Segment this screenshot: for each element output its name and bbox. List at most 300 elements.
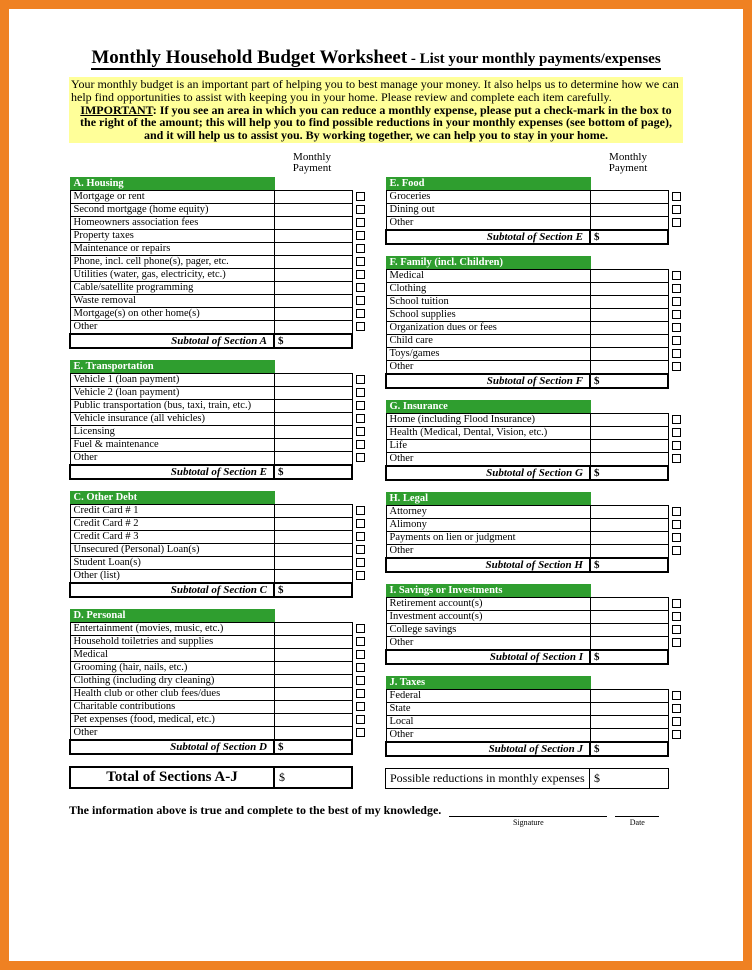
page-header: [69, 47, 683, 69]
reduction-checkbox[interactable]: [672, 271, 681, 280]
reduction-checkbox[interactable]: [672, 205, 681, 214]
subtotal-amount-cell[interactable]: $: [590, 466, 668, 480]
checkbox-cell: [352, 307, 368, 320]
expense-label: Pet expenses (food, medical, etc.): [70, 713, 274, 726]
subtotal-amount-cell[interactable]: $: [274, 583, 352, 597]
expense-row: [386, 269, 684, 282]
reduction-checkbox[interactable]: [356, 414, 365, 423]
payment-amount-cell[interactable]: [590, 505, 668, 518]
reduction-checkbox[interactable]: [356, 545, 365, 554]
possible-reductions-amount-cell[interactable]: $: [594, 770, 600, 785]
expense-label: Grooming (hair, nails, etc.): [70, 661, 274, 674]
reduction-checkbox[interactable]: [672, 284, 681, 293]
expense-row: [386, 426, 684, 439]
expense-row: [70, 255, 368, 268]
payment-amount-cell[interactable]: [274, 713, 352, 726]
checkbox-cell: [352, 373, 368, 386]
reduction-checkbox[interactable]: [356, 440, 365, 449]
expense-row: [386, 728, 684, 742]
checkbox-cell: [668, 413, 684, 426]
payment-amount-cell[interactable]: [590, 347, 668, 360]
checkbox-cell: [352, 648, 368, 661]
expense-label: Other: [70, 451, 274, 465]
section-g-insurance: [385, 400, 685, 481]
reduction-checkbox[interactable]: [672, 441, 681, 450]
expense-label: Cable/satellite programming: [70, 281, 274, 294]
total-amount-cell[interactable]: $: [279, 769, 285, 784]
reduction-checkbox[interactable]: [356, 506, 365, 515]
payment-amount-cell[interactable]: [590, 610, 668, 623]
expense-row: [70, 530, 368, 543]
payment-amount-cell[interactable]: [590, 689, 668, 702]
payment-amount-cell[interactable]: [590, 360, 668, 374]
checkbox-cell: [668, 728, 684, 742]
reduction-checkbox[interactable]: [672, 625, 681, 634]
payment-amount-cell[interactable]: [590, 544, 668, 558]
reduction-checkbox[interactable]: [356, 322, 365, 331]
checkbox-cell: [352, 386, 368, 399]
checkbox-cell: [668, 505, 684, 518]
reduction-checkbox[interactable]: [356, 401, 365, 410]
expense-label: Life: [386, 439, 590, 452]
section-h-legal: [385, 492, 685, 573]
subtotal-row: [386, 558, 684, 572]
subtotal-amount-cell[interactable]: $: [590, 742, 668, 756]
subtotal-spacer: [668, 650, 684, 664]
expense-label: Mortgage or rent: [70, 190, 274, 203]
section-header-spacer: [668, 400, 684, 413]
expense-label: Vehicle insurance (all vehicles): [70, 412, 274, 425]
subtotal-spacer: [668, 742, 684, 756]
expense-row: [386, 715, 684, 728]
checkbox-cell: [352, 543, 368, 556]
payment-amount-cell[interactable]: [274, 386, 352, 399]
checkbox-cell: [352, 190, 368, 203]
expense-row: [386, 282, 684, 295]
monthly-payment-header-right: Monthly Payment: [608, 150, 648, 175]
subtotal-spacer: [668, 230, 684, 244]
payment-amount-cell[interactable]: [590, 531, 668, 544]
payment-amount-cell[interactable]: [590, 203, 668, 216]
section-header-row: [70, 609, 368, 622]
reduction-checkbox[interactable]: [672, 428, 681, 437]
payment-amount-cell[interactable]: [274, 412, 352, 425]
payment-amount-cell[interactable]: [274, 569, 352, 583]
reduction-checkbox[interactable]: [356, 519, 365, 528]
checkbox-cell: [352, 635, 368, 648]
payment-amount-cell[interactable]: [274, 726, 352, 740]
reduction-checkbox[interactable]: [356, 663, 365, 672]
expense-row: [386, 203, 684, 216]
payment-amount-cell[interactable]: [274, 242, 352, 255]
expense-row: [70, 307, 368, 320]
subtotal-label: Subtotal of Section I: [386, 650, 590, 664]
subtotal-amount-cell[interactable]: $: [590, 374, 668, 388]
reduction-checkbox[interactable]: [356, 453, 365, 462]
expense-label: Investment account(s): [386, 610, 590, 623]
section-title: H. Legal: [386, 492, 590, 505]
expense-label: Other: [386, 636, 590, 650]
expense-label: Health club or other club fees/dues: [70, 687, 274, 700]
payment-amount-cell[interactable]: [274, 203, 352, 216]
expense-label: School tuition: [386, 295, 590, 308]
expense-label: Property taxes: [70, 229, 274, 242]
payment-amount-cell[interactable]: [274, 504, 352, 517]
expense-row: [70, 373, 368, 386]
subtotal-label: Subtotal of Section J: [386, 742, 590, 756]
expense-label: Maintenance or repairs: [70, 242, 274, 255]
expense-label: Medical: [386, 269, 590, 282]
payment-amount-cell[interactable]: [274, 399, 352, 412]
checkbox-cell: [352, 504, 368, 517]
subtotal-spacer: [352, 740, 368, 754]
payment-amount-cell[interactable]: [274, 700, 352, 713]
subtotal-label: Subtotal of Section E: [70, 465, 274, 479]
payment-amount-cell[interactable]: [590, 636, 668, 650]
expense-row: [386, 413, 684, 426]
subtotal-amount-cell[interactable]: $: [590, 558, 668, 572]
checkbox-cell: [668, 452, 684, 466]
expense-row: [70, 425, 368, 438]
reduction-checkbox[interactable]: [356, 231, 365, 240]
checkbox-cell: [352, 622, 368, 635]
expense-label: Licensing: [70, 425, 274, 438]
reduction-checkbox[interactable]: [672, 218, 681, 227]
payment-amount-cell[interactable]: [274, 320, 352, 334]
checkbox-cell: [352, 268, 368, 281]
expense-label: Second mortgage (home equity): [70, 203, 274, 216]
expense-label: Utilities (water, gas, electricity, etc.): [70, 268, 274, 281]
expense-row: [386, 308, 684, 321]
section-header-spacer: [590, 400, 668, 413]
checkbox-cell: [668, 347, 684, 360]
expense-label: Waste removal: [70, 294, 274, 307]
signature-line[interactable]: [449, 816, 607, 817]
payment-amount-cell[interactable]: [274, 268, 352, 281]
expense-row: [70, 726, 368, 740]
reduction-checkbox[interactable]: [672, 507, 681, 516]
subtotal-label: Subtotal of Section G: [386, 466, 590, 480]
expense-label: Credit Card # 3: [70, 530, 274, 543]
section-title: J. Taxes: [386, 676, 590, 689]
expense-label: Other: [386, 452, 590, 466]
expense-row: [386, 439, 684, 452]
section-header-row: [70, 360, 368, 373]
right-sections: [385, 177, 683, 768]
reduction-checkbox[interactable]: [672, 415, 681, 424]
payment-amount-cell[interactable]: [590, 452, 668, 466]
expense-label: Other: [386, 544, 590, 558]
payment-amount-cell[interactable]: [274, 451, 352, 465]
reduction-checkbox[interactable]: [672, 638, 681, 647]
payment-amount-cell[interactable]: [590, 518, 668, 531]
checkbox-cell: [352, 255, 368, 268]
section-header-row: [70, 491, 368, 504]
expense-label: Other: [386, 216, 590, 230]
subtotal-amount-cell[interactable]: $: [274, 740, 352, 754]
important-label: IMPORTANT: [80, 102, 153, 117]
expense-row: [386, 360, 684, 374]
reduction-checkbox[interactable]: [356, 388, 365, 397]
checkbox-cell: [668, 531, 684, 544]
reduction-checkbox[interactable]: [356, 257, 365, 266]
payment-amount-cell[interactable]: [590, 413, 668, 426]
payment-amount-cell[interactable]: [274, 281, 352, 294]
payment-amount-cell[interactable]: [274, 307, 352, 320]
expense-label: Retirement account(s): [386, 597, 590, 610]
section-j-taxes: [385, 676, 685, 757]
payment-amount-cell[interactable]: [274, 294, 352, 307]
expense-row: [70, 229, 368, 242]
reduction-checkbox[interactable]: [672, 691, 681, 700]
reduction-checkbox[interactable]: [672, 454, 681, 463]
payment-amount-cell[interactable]: [590, 190, 668, 203]
checkbox-cell: [352, 229, 368, 242]
checkbox-cell: [352, 726, 368, 740]
reduction-checkbox[interactable]: [672, 612, 681, 621]
expense-label: Vehicle 1 (loan payment): [70, 373, 274, 386]
payment-amount-cell[interactable]: [274, 674, 352, 687]
subtotal-row: [386, 230, 684, 244]
checkbox-cell: [668, 636, 684, 650]
section-header-row: [386, 492, 684, 505]
expense-row: [70, 242, 368, 255]
payment-amount-cell[interactable]: [274, 556, 352, 569]
payment-amount-cell[interactable]: [274, 635, 352, 648]
possible-reductions-label: Possible reductions in monthly expenses: [386, 769, 590, 788]
payment-amount-cell[interactable]: [590, 623, 668, 636]
reduction-checkbox[interactable]: [672, 520, 681, 529]
payment-amount-cell[interactable]: [274, 661, 352, 674]
reduction-checkbox[interactable]: [356, 283, 365, 292]
subtotal-label: Subtotal of Section E: [386, 230, 590, 244]
expense-row: [70, 556, 368, 569]
payment-amount-cell[interactable]: [590, 282, 668, 295]
payment-amount-cell[interactable]: [590, 702, 668, 715]
expense-row: [70, 216, 368, 229]
expense-label: Vehicle 2 (loan payment): [70, 386, 274, 399]
payment-amount-cell[interactable]: [590, 334, 668, 347]
expense-label: Child care: [386, 334, 590, 347]
expense-row: [70, 713, 368, 726]
checkbox-cell: [668, 439, 684, 452]
date-line[interactable]: [615, 816, 659, 817]
subtotal-row: [386, 466, 684, 480]
payment-amount-cell[interactable]: [274, 530, 352, 543]
reduction-checkbox[interactable]: [356, 270, 365, 279]
payment-amount-cell[interactable]: [274, 216, 352, 229]
section-title: E. Food: [386, 177, 590, 190]
expense-label: Medical: [70, 648, 274, 661]
reduction-checkbox[interactable]: [672, 599, 681, 608]
reduction-checkbox[interactable]: [672, 310, 681, 319]
reduction-checkbox[interactable]: [356, 375, 365, 384]
subtotal-amount-cell[interactable]: $: [590, 650, 668, 664]
payment-amount-cell[interactable]: [590, 597, 668, 610]
payment-amount-cell[interactable]: [590, 269, 668, 282]
section-header-row: [386, 177, 684, 190]
worksheet-columns: [69, 152, 683, 789]
reduction-checkbox[interactable]: [356, 715, 365, 724]
reduction-checkbox[interactable]: [356, 689, 365, 698]
payment-amount-cell[interactable]: [590, 295, 668, 308]
payment-amount-cell[interactable]: [274, 517, 352, 530]
payment-amount-cell[interactable]: [590, 216, 668, 230]
payment-amount-cell[interactable]: [590, 321, 668, 334]
expense-row: [386, 505, 684, 518]
expense-row: [386, 321, 684, 334]
subtotal-row: [386, 374, 684, 388]
section-title: D. Personal: [70, 609, 274, 622]
reduction-checkbox[interactable]: [672, 717, 681, 726]
reduction-checkbox[interactable]: [672, 546, 681, 555]
date-label: Date: [629, 817, 645, 827]
expense-row: [70, 451, 368, 465]
reduction-checkbox[interactable]: [356, 637, 365, 646]
payment-amount-cell[interactable]: [274, 425, 352, 438]
reduction-checkbox[interactable]: [672, 323, 681, 332]
checkbox-cell: [352, 203, 368, 216]
expense-label: Fuel & maintenance: [70, 438, 274, 451]
checkbox-cell: [668, 610, 684, 623]
reduction-checkbox[interactable]: [356, 571, 365, 580]
reduction-checkbox[interactable]: [356, 676, 365, 685]
checkbox-cell: [352, 281, 368, 294]
expense-row: [386, 347, 684, 360]
reduction-checkbox[interactable]: [356, 558, 365, 567]
expense-row: [70, 438, 368, 451]
checkbox-cell: [352, 661, 368, 674]
expense-label: State: [386, 702, 590, 715]
page-content: [69, 9, 683, 827]
expense-row: [386, 190, 684, 203]
subtotal-row: [70, 740, 368, 754]
payment-amount-cell[interactable]: [274, 255, 352, 268]
subtotal-label: Subtotal of Section F: [386, 374, 590, 388]
reduction-checkbox[interactable]: [356, 296, 365, 305]
page-title-suffix: - List your monthly payments/expenses: [407, 51, 661, 67]
expense-label: Credit Card # 1: [70, 504, 274, 517]
section-header-spacer: [668, 256, 684, 269]
expense-row: [70, 320, 368, 334]
page-title: Monthly Household Budget Worksheet: [91, 47, 408, 68]
section-header-spacer: [668, 584, 684, 597]
expense-row: [70, 674, 368, 687]
expense-label: Unsecured (Personal) Loan(s): [70, 543, 274, 556]
reduction-checkbox[interactable]: [672, 730, 681, 739]
date-block: [615, 816, 659, 827]
reduction-checkbox[interactable]: [356, 624, 365, 633]
reduction-checkbox[interactable]: [356, 427, 365, 436]
checkbox-cell: [668, 308, 684, 321]
reduction-checkbox[interactable]: [672, 297, 681, 306]
reduction-checkbox[interactable]: [672, 192, 681, 201]
reduction-checkbox[interactable]: [672, 704, 681, 713]
checkbox-cell: [352, 294, 368, 307]
reduction-checkbox[interactable]: [356, 192, 365, 201]
expense-row: [386, 636, 684, 650]
expense-row: [70, 543, 368, 556]
subtotal-amount-cell[interactable]: $: [274, 334, 352, 348]
reduction-checkbox[interactable]: [356, 218, 365, 227]
reduction-checkbox[interactable]: [356, 702, 365, 711]
reduction-checkbox[interactable]: [672, 362, 681, 371]
payment-amount-cell[interactable]: [274, 622, 352, 635]
reduction-checkbox[interactable]: [356, 309, 365, 318]
reduction-checkbox[interactable]: [356, 728, 365, 737]
expense-label: Entertainment (movies, music, etc.): [70, 622, 274, 635]
reduction-checkbox[interactable]: [356, 532, 365, 541]
subtotal-amount-cell[interactable]: $: [274, 465, 352, 479]
checkbox-cell: [668, 295, 684, 308]
subtotal-spacer: [668, 466, 684, 480]
intro-text: Your monthly budget is an important part of helping you to best manage your money. It also helps us to determine how we can help find opportunities to assist with keeping you in your home. Please review and complete each item carefully.: [71, 77, 679, 104]
section-title: C. Other Debt: [70, 491, 274, 504]
section-header-row: [386, 400, 684, 413]
payment-amount-cell[interactable]: [274, 190, 352, 203]
expense-label: Mortgage(s) on other home(s): [70, 307, 274, 320]
expense-label: Alimony: [386, 518, 590, 531]
payment-amount-cell[interactable]: [274, 648, 352, 661]
payment-amount-cell[interactable]: [274, 373, 352, 386]
section-header-row: [386, 584, 684, 597]
reduction-checkbox[interactable]: [672, 336, 681, 345]
subtotal-label: Subtotal of Section C: [70, 583, 274, 597]
section-header-spacer: [590, 177, 668, 190]
expense-row: [70, 294, 368, 307]
expense-row: [70, 268, 368, 281]
checkbox-cell: [352, 700, 368, 713]
payment-amount-cell[interactable]: [590, 728, 668, 742]
expense-label: Other: [386, 728, 590, 742]
payment-amount-cell[interactable]: [274, 543, 352, 556]
payment-amount-cell[interactable]: [590, 426, 668, 439]
checkbox-cell: [352, 425, 368, 438]
checkbox-cell: [352, 242, 368, 255]
payment-amount-cell[interactable]: [274, 687, 352, 700]
reduction-checkbox[interactable]: [356, 650, 365, 659]
expense-row: [386, 334, 684, 347]
checkbox-cell: [668, 715, 684, 728]
section-header-spacer: [668, 177, 684, 190]
payment-amount-cell[interactable]: [590, 715, 668, 728]
reduction-checkbox[interactable]: [672, 533, 681, 542]
reduction-checkbox[interactable]: [672, 349, 681, 358]
expense-label: Home (including Flood Insurance): [386, 413, 590, 426]
signature-block: [449, 816, 607, 827]
reduction-checkbox[interactable]: [356, 205, 365, 214]
checkbox-cell: [668, 597, 684, 610]
payment-amount-cell[interactable]: [274, 438, 352, 451]
expense-label: Groceries: [386, 190, 590, 203]
section-header-spacer: [590, 584, 668, 597]
subtotal-row: [70, 583, 368, 597]
expense-label: Organization dues or fees: [386, 321, 590, 334]
section-title: A. Housing: [70, 177, 274, 190]
section-header-spacer: [274, 491, 352, 504]
payment-amount-cell[interactable]: [590, 439, 668, 452]
reduction-checkbox[interactable]: [356, 244, 365, 253]
payment-amount-cell[interactable]: [590, 308, 668, 321]
expense-row: [386, 689, 684, 702]
subtotal-row: [386, 742, 684, 756]
expense-row: [386, 544, 684, 558]
payment-amount-cell[interactable]: [274, 229, 352, 242]
section-title: I. Savings or Investments: [386, 584, 590, 597]
expense-label: School supplies: [386, 308, 590, 321]
subtotal-amount-cell[interactable]: $: [590, 230, 668, 244]
expense-row: [70, 504, 368, 517]
